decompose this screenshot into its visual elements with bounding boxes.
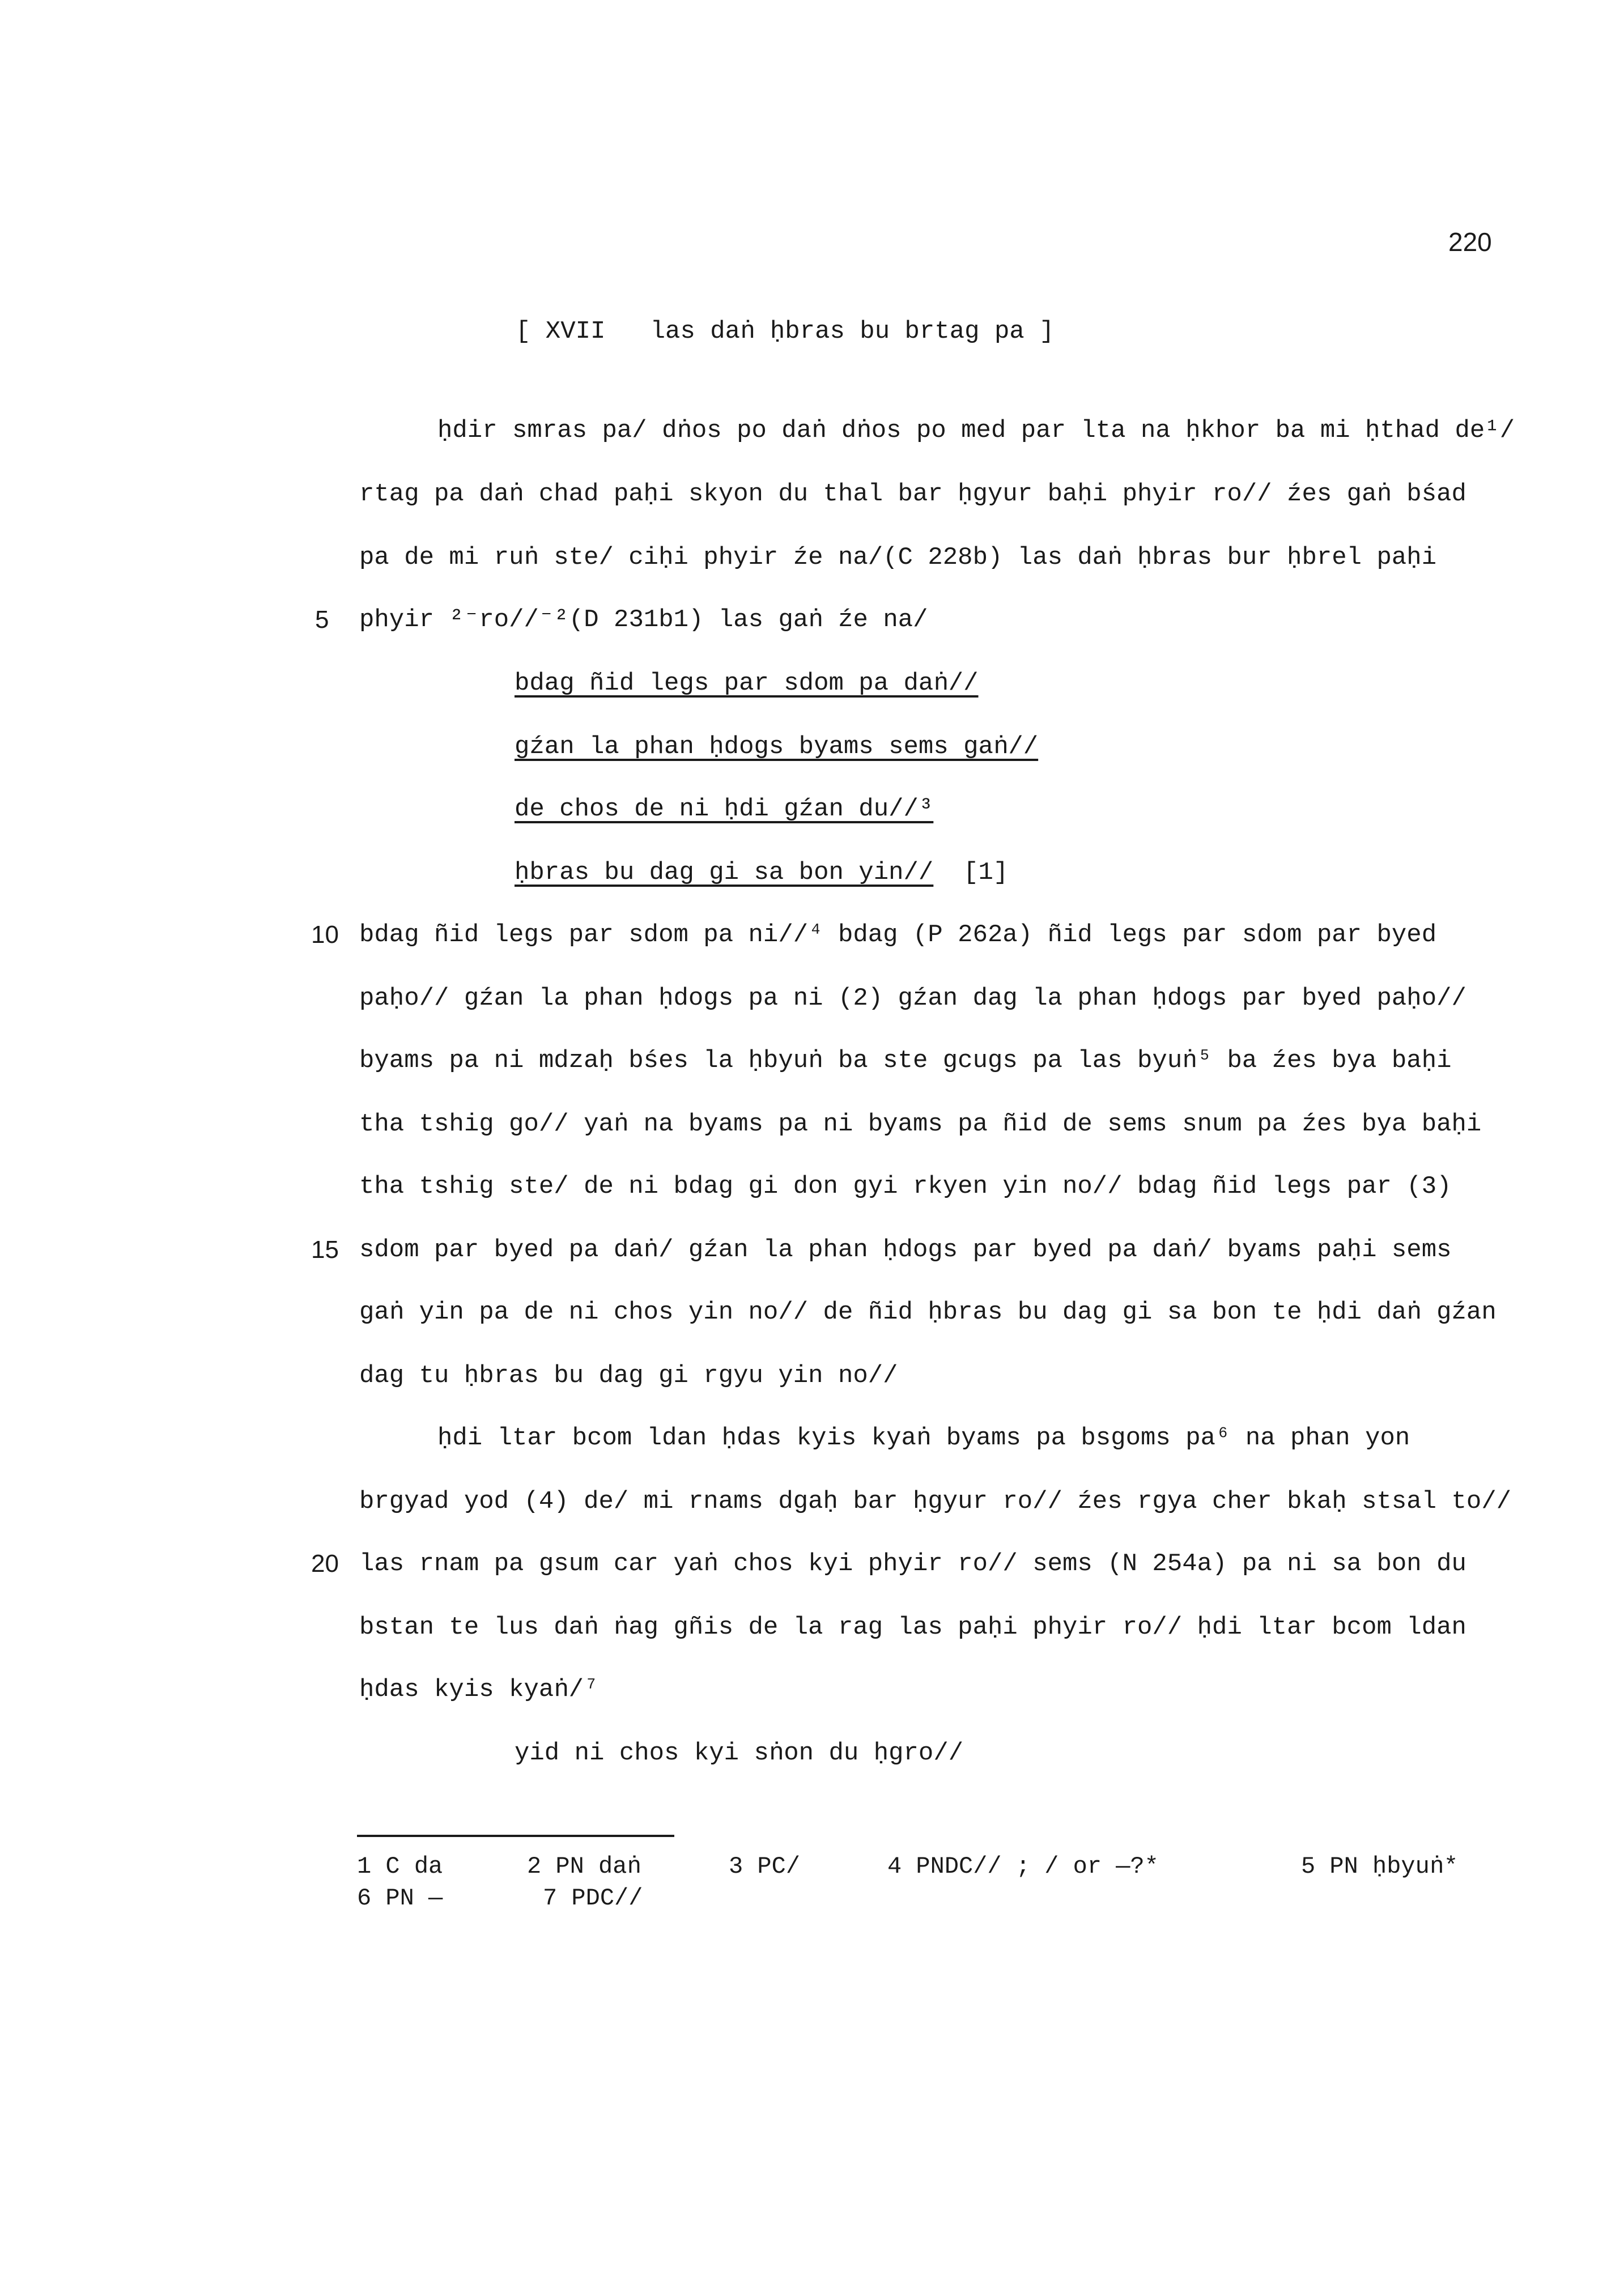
verse-line-4 — [515, 856, 1008, 890]
text-line-4: phyir ²⁻ro//⁻²(D 231b1) las gaṅ źe na/ — [359, 606, 928, 634]
line-number-15: 15 — [311, 1236, 339, 1264]
verse-text: bdag ñid legs par sdom pa daṅ// — [515, 669, 979, 698]
footnote-4: 4 PNDC// ; / or —?* — [887, 1853, 1159, 1880]
verse-text: de chos de ni ḥdi gźan du//³ — [515, 795, 934, 823]
line-number-5: 5 — [315, 606, 329, 633]
verse-quote-line: yid ni chos kyi sṅon du ḥgro// — [515, 1739, 964, 1767]
text-line-11: paḥo// gźan la phan ḥdogs pa ni (2) gźan dag la phan ḥdogs par byed paḥo// — [359, 984, 1466, 1013]
footnote-3: 3 PC/ — [729, 1853, 801, 1880]
text-line-16: gaṅ yin pa de ni chos yin no// de ñid ḥbras bu dag gi sa bon te ḥdi daṅ gźan — [359, 1298, 1497, 1326]
text-line-3: pa de mi ruṅ ste/ ciḥi phyir źe na/(C 228b) las daṅ ḥbras bur ḥbrel paḥi — [359, 543, 1437, 572]
text-line-2: rtag pa daṅ chad paḥi skyon du thal bar ḥgyur baḥi phyir ro// źes gaṅ bśad — [359, 480, 1466, 508]
page-number: 220 — [1448, 227, 1492, 257]
text-line-14: tha tshig ste/ de ni bdag gi don gyi rkyen yin no// bdag ñid legs par (3) — [359, 1172, 1452, 1201]
line-number-10: 10 — [311, 921, 339, 949]
footnote-1: 1 C da — [357, 1853, 443, 1880]
text-line-10: bdag ñid legs par sdom pa ni//⁴ bdag (P 262a) ñid legs par sdom par byed — [359, 921, 1437, 949]
verse-text: ḥbras bu dag gi sa bon yin// — [515, 858, 934, 887]
footnote-7: 7 PDC// — [543, 1885, 643, 1912]
footnote-5: 5 PN ḥbyuṅ* — [1301, 1853, 1459, 1880]
verse-line-2 — [515, 730, 1038, 764]
text-line-17: dag tu ḥbras bu dag gi rgyu yin no// — [359, 1362, 898, 1390]
verse-line-1 — [515, 666, 979, 700]
footnote-2: 2 PN daṅ — [527, 1853, 641, 1880]
footnote-6: 6 PN — — [357, 1885, 443, 1912]
footnote-rule — [357, 1835, 674, 1837]
verse-text: gźan la phan ḥdogs byams sems gaṅ// — [515, 733, 1039, 761]
text-line-12: byams pa ni mdzaḥ bśes la ḥbyuṅ ba ste gcugs pa las byuṅ⁵ ba źes bya baḥi — [359, 1047, 1452, 1075]
text-line-22: ḥdas kyis kyaṅ/⁷ — [359, 1676, 599, 1704]
text-line-18: ḥdi ltar bcom ldan ḥdas kyis kyaṅ byams pa bsgoms pa⁶ na phan yon — [437, 1424, 1410, 1452]
text-line-20: las rnam pa gsum car yaṅ chos kyi phyir ro// sems (N 254a) pa ni sa bon du — [359, 1550, 1466, 1578]
text-line-19: brgyad yod (4) de/ mi rnams dgaḥ bar ḥgyur ro// źes rgya cher bkaḥ stsal to// — [359, 1487, 1512, 1516]
text-line-1: ḥdir smras pa/ dṅos po daṅ dṅos po med par lta na ḥkhor ba mi ḥthad de¹/ — [437, 416, 1515, 445]
text-line-21: bstan te lus daṅ ṅag gñis de la rag las paḥi phyir ro// ḥdi ltar bcom ldan — [359, 1613, 1466, 1642]
line-number-20: 20 — [311, 1550, 339, 1578]
chapter-heading: [ XVII las daṅ ḥbras bu brtag pa ] — [516, 317, 1055, 346]
verse-number: [1] — [933, 858, 1009, 887]
text-line-13: tha tshig go// yaṅ na byams pa ni byams pa ñid de sems snum pa źes bya baḥi — [359, 1110, 1482, 1138]
verse-line-3 — [515, 792, 933, 826]
text-line-15: sdom par byed pa daṅ/ gźan la phan ḥdogs par byed pa daṅ/ byams paḥi sems — [359, 1236, 1452, 1264]
